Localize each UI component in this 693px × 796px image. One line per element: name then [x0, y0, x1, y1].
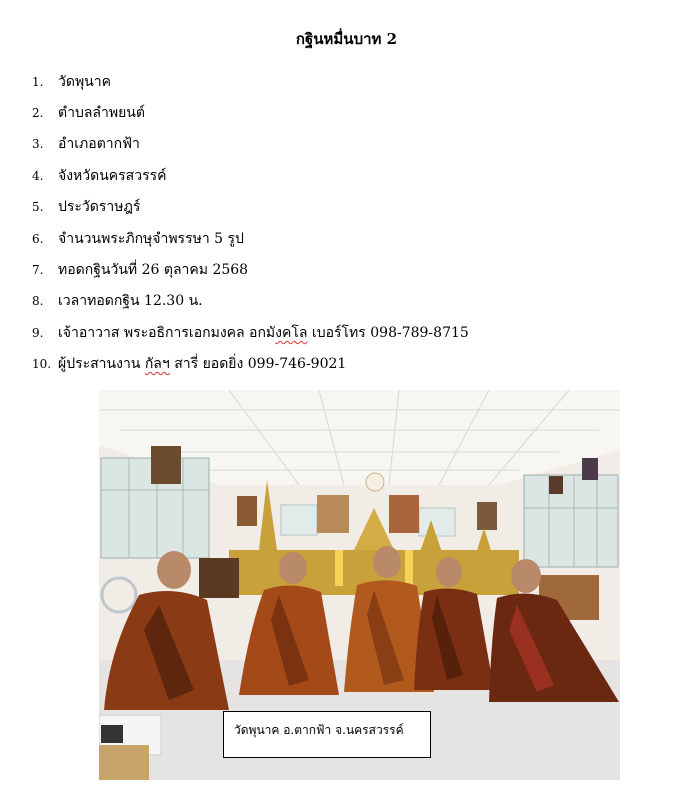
list-number: 10.: [32, 357, 52, 372]
window-right: [524, 475, 618, 567]
wall-frame: [389, 495, 419, 533]
list-item: [32, 66, 469, 97]
list-text: วัดพุนาค: [58, 73, 111, 90]
list-text-abbot: [58, 322, 469, 344]
cabinet: [199, 558, 239, 598]
list-text-coordinator: [58, 353, 346, 375]
info-list: [32, 66, 469, 380]
phone: [101, 725, 123, 743]
text-segment: สารี่ ยอดยิ่ง 099-746-9021: [169, 356, 347, 373]
list-item: [32, 254, 469, 285]
wall-frame: [317, 495, 349, 533]
list-item: [32, 192, 469, 223]
list-number: 6.: [32, 231, 44, 246]
list-text: จำนวนพระภิกษุจำพรรษา 5 รูป: [58, 230, 244, 247]
spellcheck-flagged-word: กัลฯ: [144, 356, 170, 373]
list-item: [32, 286, 469, 317]
document-title: กฐินหมื่นบาท 2: [295, 30, 398, 48]
list-item: [32, 317, 469, 348]
list-text: ประวัดราษฎร์: [58, 199, 141, 216]
list-text: ตำบลลำพยนต์: [58, 105, 145, 122]
wall-frame: [549, 476, 563, 494]
list-item: [32, 223, 469, 254]
list-text: จังหวัดนครสวรรค์: [58, 167, 167, 184]
list-item: [32, 97, 469, 128]
photo-caption: วัดพุนาค อ.ตากฟ้า จ.นครสวรรค์: [223, 711, 431, 758]
chandelier: [366, 473, 384, 491]
candle: [405, 550, 413, 586]
list-item: [32, 160, 469, 191]
window-back: [281, 505, 317, 535]
spellcheck-flagged-word: งคโล: [275, 324, 308, 341]
text-segment: เจ้าอาวาส พระอธิการเอกมงคล อกมั: [58, 324, 276, 341]
list-text: ทอดกฐินวันที่ 26 ตุลาคม 2568: [58, 262, 249, 279]
text-segment: ผู้ประสานงาน: [58, 356, 145, 373]
list-number: 2.: [32, 106, 44, 121]
box: [99, 745, 149, 780]
list-number: 1.: [32, 74, 44, 89]
list-number: 3.: [32, 137, 44, 152]
text-segment: เบอร์โทร 098-789-8715: [307, 324, 469, 341]
list-item: [32, 129, 469, 160]
list-text: เวลาทอดกฐิน 12.30 น.: [58, 293, 203, 310]
list-item: [32, 349, 469, 380]
list-number: 5.: [32, 200, 44, 215]
window-back: [419, 508, 455, 536]
wall-frame: [151, 446, 181, 484]
list-number: 8.: [32, 294, 44, 309]
list-number: 9.: [32, 325, 44, 340]
list-number: 7.: [32, 263, 44, 278]
candle: [335, 550, 343, 586]
wall-frame: [237, 496, 257, 526]
wall-frame: [582, 458, 598, 480]
list-number: 4.: [32, 168, 44, 183]
list-text: อำเภอตากฟ้า: [58, 136, 140, 153]
wall-frame: [477, 502, 497, 530]
